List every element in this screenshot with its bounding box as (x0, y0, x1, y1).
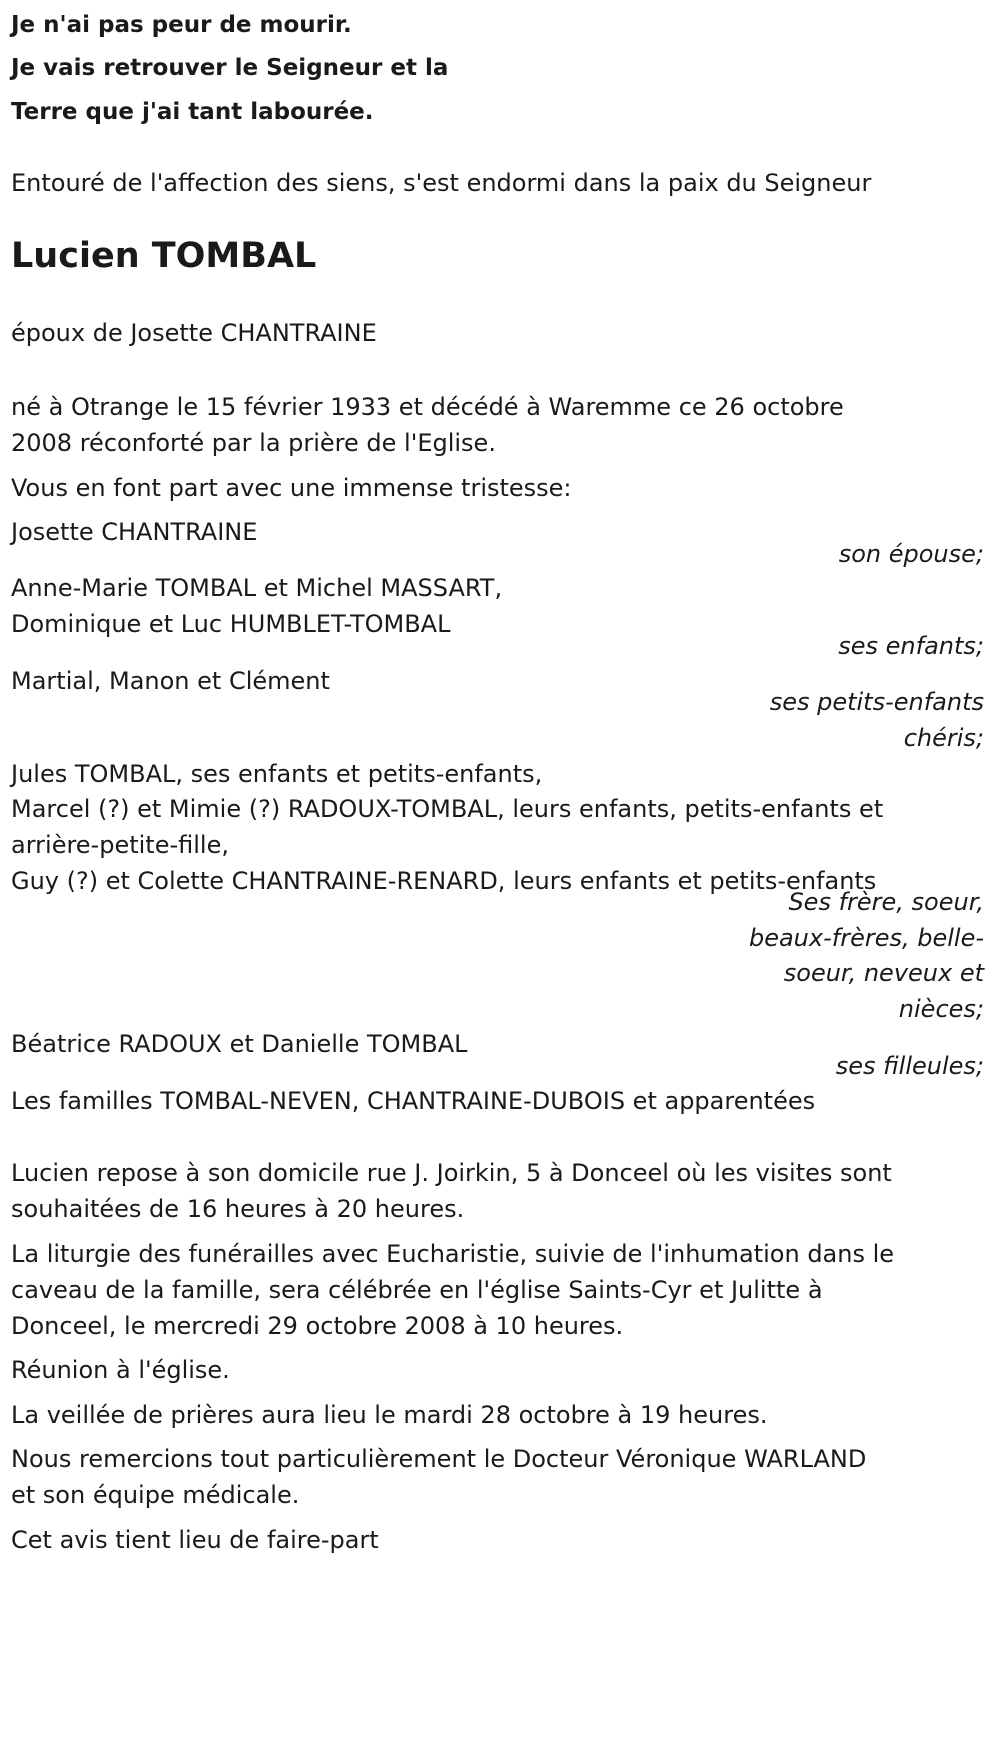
siblings-relation-2: beaux-frères, belle- (748, 924, 984, 952)
deceased-name: Lucien TOMBAL (11, 236, 317, 276)
thanks-line-2: et son équipe médicale. (11, 1481, 300, 1509)
visit-line-1: Lucien repose à son domicile rue J. Joirkin, 5 à Donceel où les visites sont (11, 1159, 892, 1187)
goddaughters-relation: ses filleules; (835, 1052, 984, 1080)
thanks-line-1: Nous remercions tout particulièrement le Docteur Véronique WARLAND (11, 1445, 867, 1473)
grandchildren-relation-2: chéris; (903, 724, 984, 752)
birth-death-line-1: né à Otrange le 15 février 1933 et décédé à Waremme ce 26 octobre (11, 393, 844, 421)
closing-line: Cet avis tient lieu de faire-part (11, 1526, 379, 1554)
quote-line-2: Je vais retrouver le Seigneur et la (11, 55, 449, 81)
siblings-name-4: Guy (?) et Colette CHANTRAINE-RENARD, leurs enfants et petits-enfants (11, 867, 877, 895)
children-relation: ses enfants; (838, 632, 984, 660)
liturgy-line-3: Donceel, le mercredi 29 octobre 2008 à 10 heures. (11, 1312, 624, 1340)
birth-death-line-2: 2008 réconforté par la prière de l'Eglise. (11, 429, 496, 457)
liturgy-line-1: La liturgie des funérailles avec Eucharistie, suivie de l'inhumation dans le (11, 1240, 895, 1268)
siblings-name-2: Marcel (?) et Mimie (?) RADOUX-TOMBAL, leurs enfants, petits-enfants et (11, 795, 884, 823)
spouse-name: Josette CHANTRAINE (11, 518, 258, 546)
liturgy-line-2: caveau de la famille, sera célébrée en l'église Saints-Cyr et Julitte à (11, 1276, 823, 1304)
siblings-name-1: Jules TOMBAL, ses enfants et petits-enfants, (11, 760, 543, 788)
grandchildren-name: Martial, Manon et Clément (11, 667, 330, 695)
spouse-line: époux de Josette CHANTRAINE (11, 319, 377, 347)
quote-line-3: Terre que j'ai tant labourée. (11, 99, 374, 125)
meeting-line: Réunion à l'église. (11, 1356, 230, 1384)
families-line: Les familles TOMBAL-NEVEN, CHANTRAINE-DUBOIS et apparentées (11, 1087, 816, 1115)
quote-line-1: Je n'ai pas peur de mourir. (11, 12, 352, 38)
children-name-1: Anne-Marie TOMBAL et Michel MASSART, (11, 574, 503, 602)
visit-line-2: souhaitées de 16 heures à 20 heures. (11, 1195, 465, 1223)
siblings-relation-4: nièces; (898, 995, 984, 1023)
siblings-relation-1: Ses frère, soeur, (788, 888, 984, 916)
announce-text: Vous en font part avec une immense tristesse: (11, 474, 572, 502)
spouse-relation: son épouse; (838, 540, 984, 568)
grandchildren-relation-1: ses petits-enfants (769, 688, 984, 716)
siblings-name-3: arrière-petite-fille, (11, 831, 229, 859)
vigil-line: La veillée de prières aura lieu le mardi 28 octobre à 19 heures. (11, 1401, 768, 1429)
children-name-2: Dominique et Luc HUMBLET-TOMBAL (11, 610, 451, 638)
intro-text: Entouré de l'affection des siens, s'est endormi dans la paix du Seigneur (11, 169, 872, 197)
goddaughters-name: Béatrice RADOUX et Danielle TOMBAL (11, 1030, 468, 1058)
siblings-relation-3: soeur, neveux et (783, 959, 984, 987)
